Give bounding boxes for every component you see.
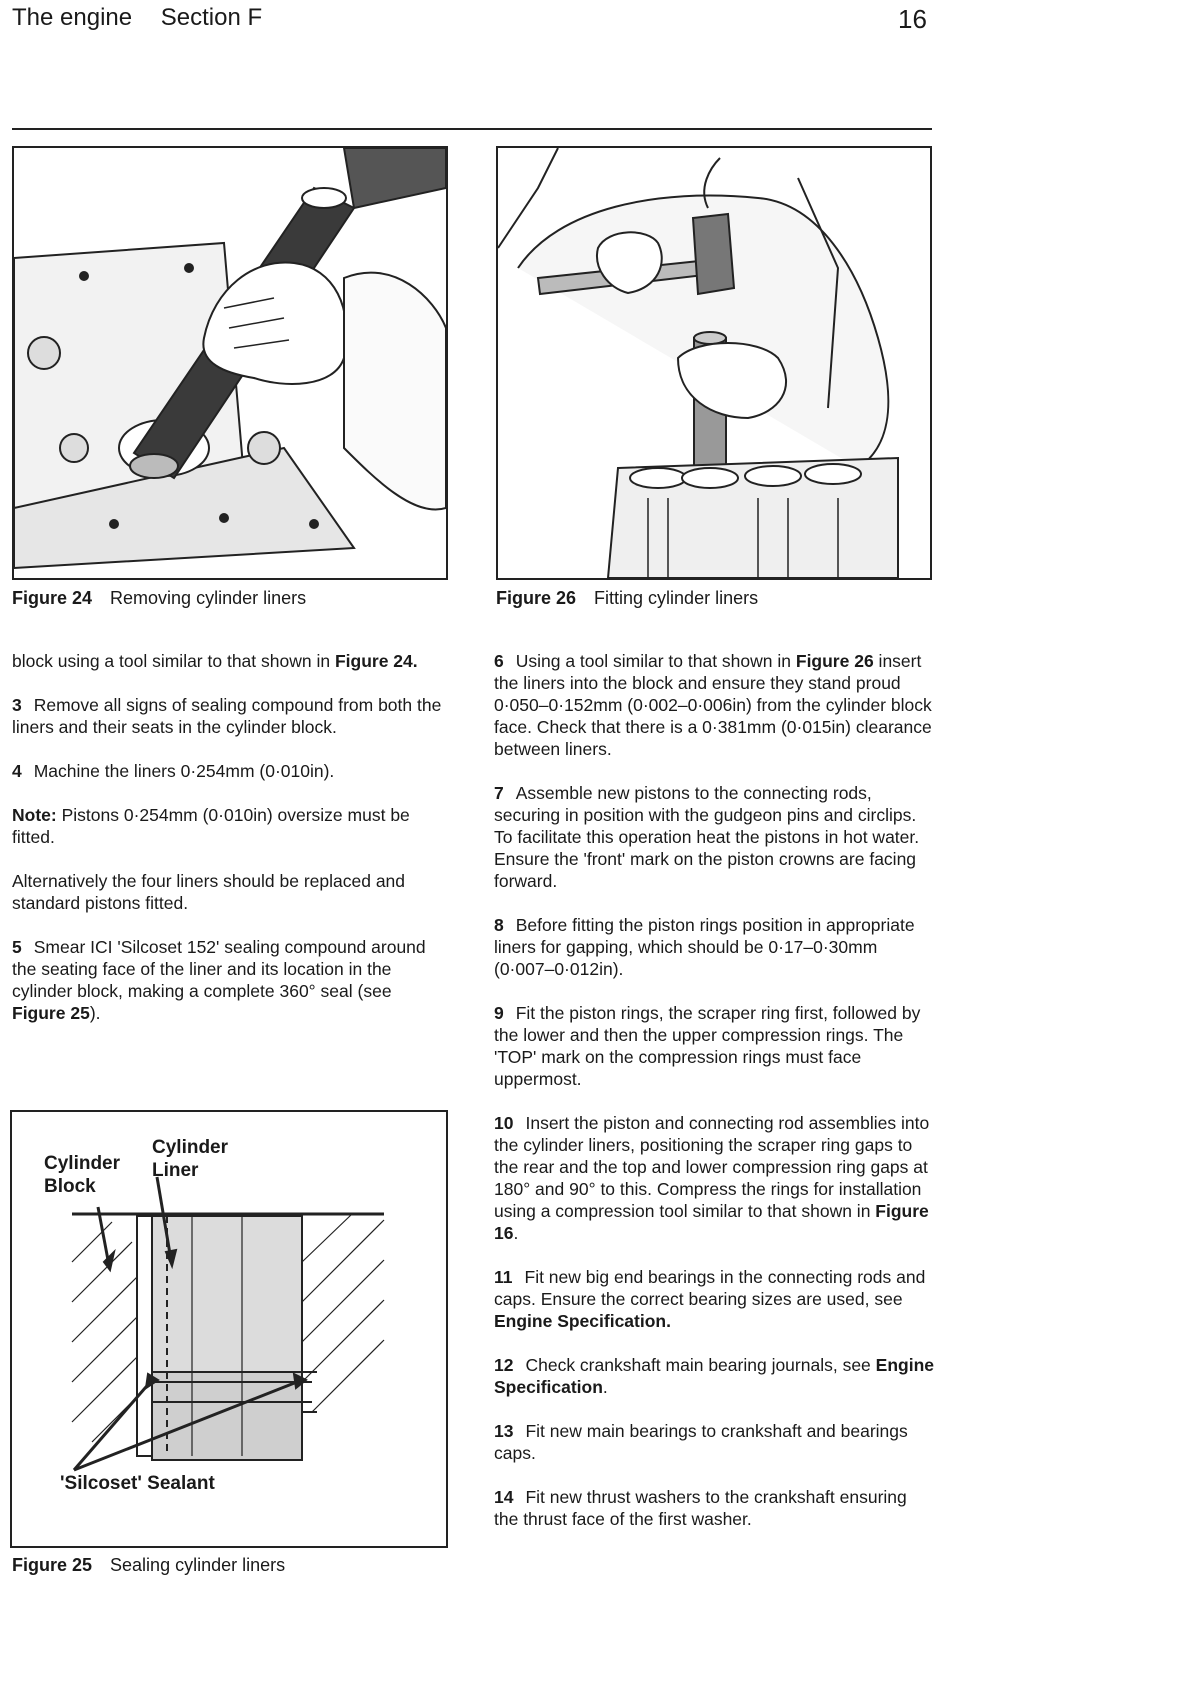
figure-25-reference: Figure 25 [12,1003,90,1023]
step-3: 3 Remove all signs of sealing compound from both the liners and their seats in the cylinder block. [12,695,442,737]
figure-26-reference: Figure 26 [795,651,874,671]
figure-24-caption [12,588,306,609]
label-silcoset-sealant: 'Silcoset' Sealant [60,1473,215,1494]
engine-specification-reference: Engine Specification. [494,1311,671,1331]
engine-specification-reference: Engine Specification [494,1355,934,1397]
header-section: Section F [160,4,263,31]
header-title: The engine [12,4,133,31]
figure-26-caption-text: Fitting cylinder liners [594,588,759,608]
step-10: 10 Insert the piston and connecting rod assemblies into the cylinder liners, positioning the scraper ring gaps to the rear and the top and lower compression ring gaps at 180° and 90° to this. Compress the rings for installation using a compression tool similar to that shown in Figure 16. [494,1113,930,1243]
step-5: 5 Smear ICI 'Silcoset 152' sealing compound around the seating face of the liner and its location in the cylinder block, making a complete 360° seal (see Figure 25). [12,937,426,1023]
page-number: 16 [898,4,927,34]
step-11: 11 Fit new big end bearings in the connecting rods and caps. Ensure the correct bearing sizes are used, see Engine Specification. [494,1267,926,1331]
left-column [12,650,442,1046]
step-6: 6 Using a tool similar to that shown in Figure 26 insert the liners into the block and ensure they stand proud 0·050–0·152mm (0·002–0·006in) from the cylinder block face. Check that there is a 0·381mm (0·015in) clearance between liners. [494,651,932,759]
figure-24-caption-text: Removing cylinder liners [110,588,307,608]
note: Note: Pistons 0·254mm (0·010in) oversize must be fitted. [12,805,410,847]
figure-24-label: Figure 24 [12,588,93,608]
paragraph-continued: block using a tool similar to that shown in Figure 24. [12,651,418,671]
step-4: 4 Machine the liners 0·254mm (0·010in). [12,761,335,781]
step-14: 14 Fit new thrust washers to the crankshaft ensuring the thrust face of the first washer. [494,1487,907,1529]
figure-25-caption [12,1555,285,1576]
right-column [494,650,934,1552]
figure-25-caption-text: Sealing cylinder liners [110,1555,286,1575]
figure-25-diagram [10,1110,448,1548]
step-12: 12 Check crankshaft main bearing journals, see Engine Specification. [494,1355,934,1397]
figure-26-label: Figure 26 [496,588,577,608]
label-cylinder-liner: Cylinder Liner [152,1137,229,1181]
figure-16-reference: Figure 16 [494,1201,929,1243]
figure-26-illustration [496,146,932,580]
figure-24-reference: Figure 24. [334,651,418,671]
step-8: 8 Before fitting the piston rings position in appropriate liners for gapping, which should be 0·17–0·30mm (0·007–0·012in). [494,915,915,979]
header-rule [12,128,932,130]
step-9: 9 Fit the piston rings, the scraper ring first, followed by the lower and then the upper compression rings. The 'TOP' mark on the compression rings must face uppermost. [494,1003,921,1089]
step-13: 13 Fit new main bearings to crankshaft and bearings caps. [494,1421,908,1463]
running-header [12,4,284,32]
figure-25-label: Figure 25 [12,1555,93,1575]
figure-24-illustration [12,146,448,580]
alternative-note: Alternatively the four liners should be replaced and standard pistons fitted. [12,871,406,913]
label-cylinder-block: Cylinder Block [44,1153,121,1197]
step-7: 7 Assemble new pistons to the connecting rods, securing in position with the gudgeon pins and circlips. To facilitate this operation heat the pistons in hot water. Ensure the 'front' mark on the piston crowns are facing forward. [494,783,920,891]
figure-26-caption [496,588,758,609]
